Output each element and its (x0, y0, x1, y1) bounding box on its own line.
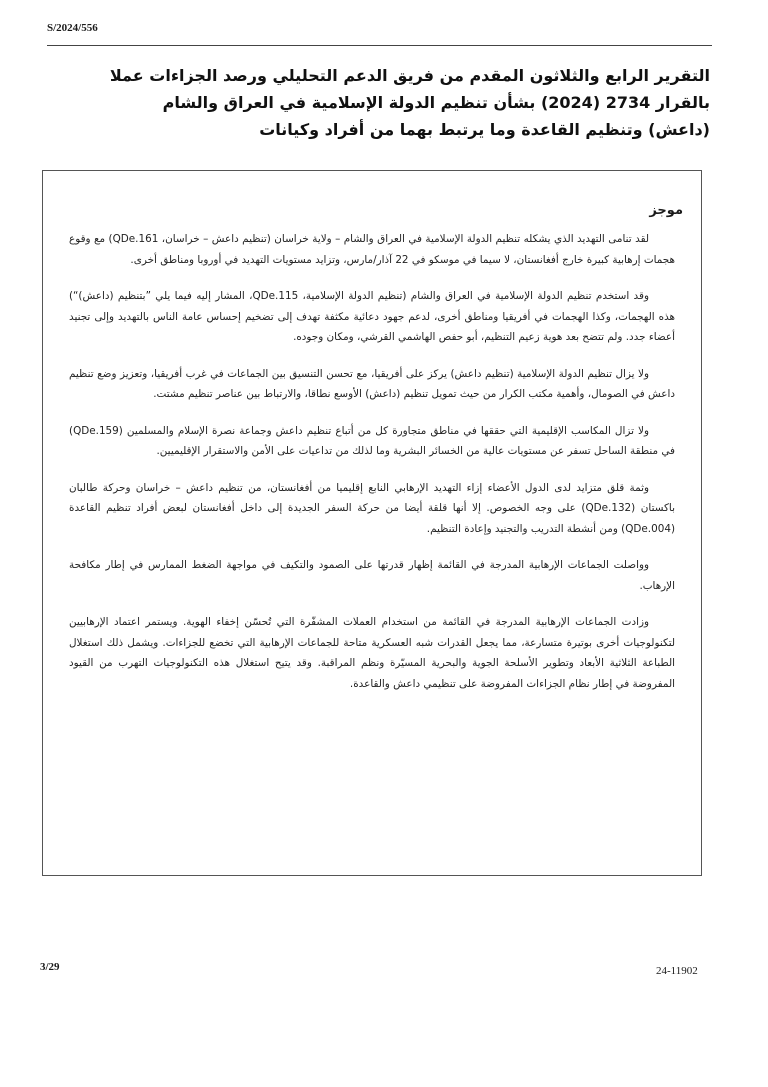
summary-heading: موجز (649, 203, 683, 218)
summary-paragraph: وقد استخدم تنظيم الدولة الإسلامية في العراق والشام (تنظيم الدولة الإسلامية، QDe.115، المشار إليه فيما يلي ”بتنظيم (داعش)“) هذه الهجمات، وكذا الهجمات في أفريقيا ومناطق أخرى، لدعم جهود دعائية مكثفة تهدف إلى تضخيم إحساس عامة الناس بالتهديد وإلى تجنيد أعضاء جدد. ولم تتضح بعد هوية زعيم التنظيم، أبو حفص الهاشمي القرشي، ومكان وجوده. (69, 290, 675, 343)
title-line: (داعش) وتنظيم القاعدة وما يرتبط بهما من أفراد وكيانات (259, 120, 710, 139)
summary-paragraph: ولا يزال تنظيم الدولة الإسلامية (تنظيم داعش) يركز على أفريقيا، مع تحسن التنسيق بين الجماعات في غرب أفريقيا، وتعزيز وضع تنظيم داعش في الصومال، وأهمية مكتب الكرار من حيث تمويل تنظيم (داعش) الأوسع نطاقا، والارتباط بين عناصر تنظيم مشتت. (69, 367, 675, 400)
document-code: 24-11902 (656, 965, 698, 977)
header-divider (47, 45, 712, 46)
summary-paragraph: وزادت الجماعات الإرهابية المدرجة في القائمة من استخدام العملات المشفّرة التي تُحسّن إخفاء الهوية. ويستمر اعتماد الإرهابيين لتكنولوجيات أخرى بوتيرة متسارعة، مما يجعل القدرات شبه العسكرية متاحة للجماعات الإرهابية التي تخضع للجزاءات. ويشمل ذلك استغلال الطباعة الثلاثية الأبعاد وتطوير الأسلحة الجوية والبحرية المسيّرة ونظم المراقبة. وقد يتيح استغلال هذه التكنولوجيات التهرب من القيود المفروضة في إطار نظام الجزاءات المفروضة على تنظيمي داعش والقاعدة. (69, 616, 675, 690)
document-symbol: S/2024/556 (47, 22, 98, 34)
summary-body (69, 229, 675, 710)
report-title (60, 62, 710, 143)
summary-paragraph: وواصلت الجماعات الإرهابية المدرجة في القائمة إظهار قدرتها على الصمود والتكيف في مواجهة الضغط الممارس في إطار مكافحة الإرهاب. (69, 559, 675, 592)
title-line: بالقرار 2734 (2024) بشأن تنظيم الدولة الإسلامية في العراق والشام (162, 93, 710, 112)
page-number: 3/29 (40, 961, 60, 973)
title-line: التقرير الرابع والثلاثون المقدم من فريق الدعم التحليلي ورصد الجزاءات عملا (109, 66, 710, 85)
summary-box (42, 170, 702, 876)
summary-paragraph: وثمة قلق متزايد لدى الدول الأعضاء إزاء التهديد الإرهابي النابع إقليميا من أفغانستان، من تنظيم داعش – خراسان وحركة طالبان باكستان (QDe.132) على وجه الخصوص. إلا أنها قلقة أيضا من حركة السفر الجديدة إلى داخل أفغانستان لبعض أفراد تنظيم القاعدة (QDe.004) ومن أنشطة التدريب والتجنيد وإعادة التنظيم. (69, 481, 675, 535)
summary-paragraph: ولا تزال المكاسب الإقليمية التي حققها في مناطق متجاورة كل من أتباع تنظيم داعش وجماعة نصرة الإسلام والمسلمين (QDe.159) في منطقة الساحل تسفر عن مستويات عالية من الخسائر البشرية وما لذلك من تداعيات على الأمن والاستقرار الإقليميين. (69, 424, 675, 457)
summary-paragraph: لقد تنامى التهديد الذي يشكله تنظيم الدولة الإسلامية في العراق والشام – ولاية خراسان (تنظيم داعش – خراسان، QDe.161) مع وقوع هجمات إرهابية كبيرة خارج أفغانستان، لا سيما في موسكو في 22 آذار/مارس، وتزايد مستويات التهديد في أوروبا ومناطق أخرى. (69, 233, 675, 266)
